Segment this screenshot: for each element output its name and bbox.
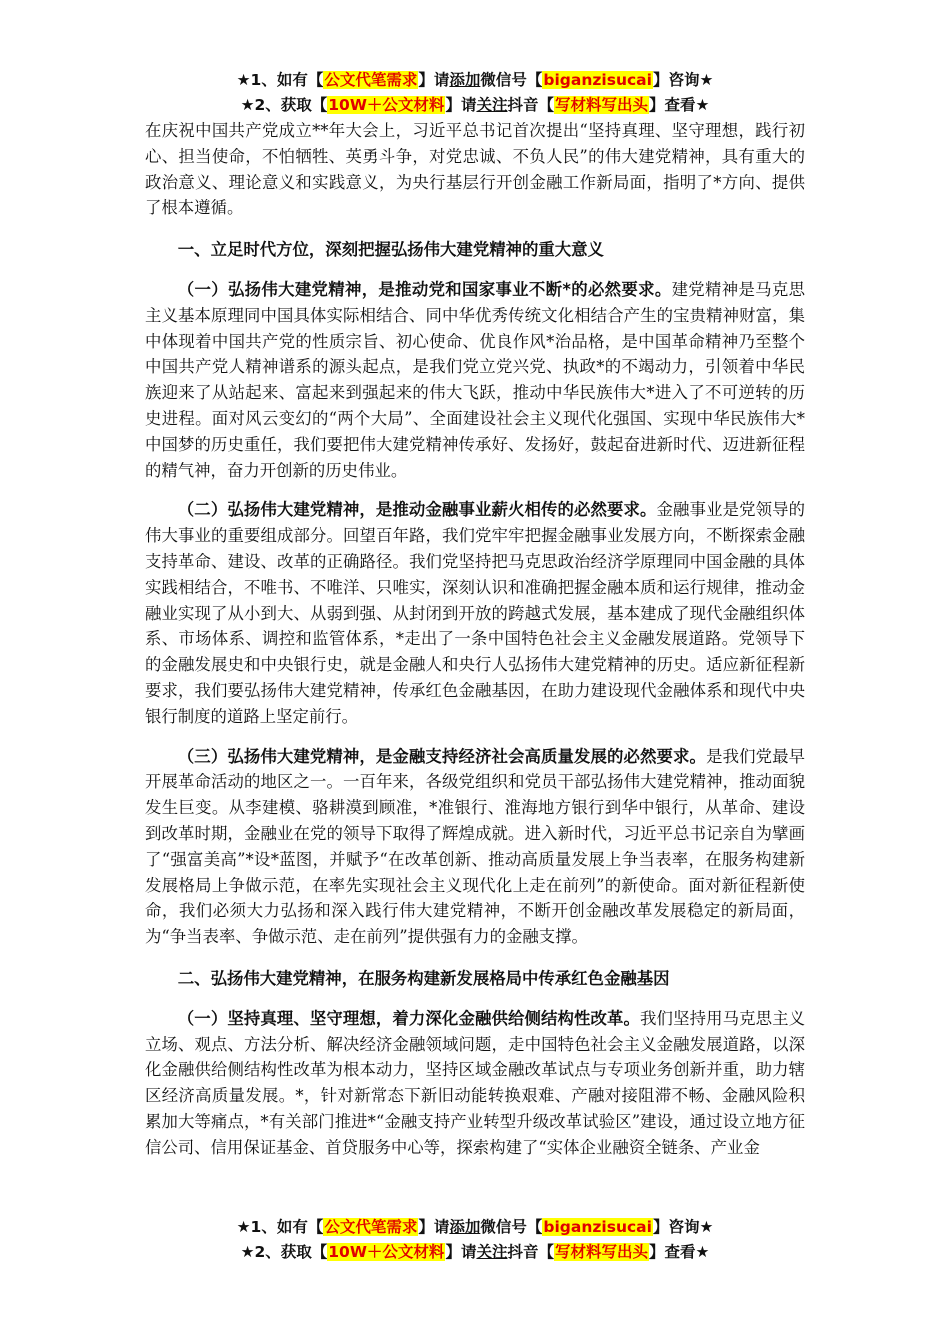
paragraph-lead: （一）弘扬伟大建党精神，是推动党和国家事业不断*的必然要求。: [177, 279, 672, 299]
document-page: [145, 68, 805, 1160]
paragraph-1-3: [145, 744, 805, 950]
paragraph-text: 金融事业是党领导的伟大事业的重要组成部分。回望百年路，我们党牢牢把握金融事业发展方向，不断探索金融支持革命、建设、改革的正确路径。我们党坚持把马克思政治经济学原理同中国金融的具体实践相结合，不唯书、不唯洋、只唯实，深刻认识和准确把握金融本质和运行规律，推动金融业实现了从小到大、从弱到强、从封闭到开放的跨越式发展，基本建成了现代金融组织体系、市场体系、调控和监管体系，*走出了一条中国特色社会主义金融发展道路。党领导下的金融发展史和中央银行史，就是金融人和央行人弘扬伟大建党精神的历史。适应新征程新要求，我们要弘扬伟大建党精神，传承红色金融基因，在助力建设现代金融体系和现代中央银行制度的道路上坚定前行。: [145, 500, 806, 726]
highlight-service: 公文代笔需求: [324, 71, 418, 89]
paragraph-lead: （一）坚持真理、坚守理想，着力深化金融供给侧结构性改革。: [177, 1008, 641, 1028]
promo-underline: 添加: [449, 1218, 481, 1236]
promo-text: 】查看★: [649, 1243, 710, 1261]
paragraph-lead: （二）弘扬伟大建党精神，是推动金融事业薪火相传的必然要求。: [177, 500, 657, 520]
highlight-douyin-id: 写材料写出头: [554, 1243, 648, 1261]
highlight-materials: 10W＋公文材料: [328, 96, 445, 114]
promo-text: ★2、获取【: [240, 96, 328, 114]
promo-text: 】咨询★: [652, 71, 714, 89]
paragraph-1-2: [145, 497, 805, 729]
highlight-douyin-id: 写材料写出头: [554, 96, 648, 114]
promo-text: 】请: [418, 1218, 450, 1236]
promo-text: ★1、如有【: [236, 1218, 324, 1236]
promo-line-1: [145, 68, 805, 93]
paragraph-1-1: [145, 277, 805, 483]
intro-paragraph: 在庆祝中国共产党成立**年大会上，习近平总书记首次提出“坚持真理、坚守理想，践行初心、担当使命，不怕牺牲、英勇斗争，对党忠诚、不负人民”的伟大建党精神，具有重大的政治意义、理论意义和实践意义，为央行基层行开创金融工作新局面，指明了*方向、提供了根本遵循。: [145, 121, 805, 218]
paragraph-text: 建党精神是马克思主义基本原理同中国具体实际相结合、同中华优秀传统文化相结合产生的宝贵精神财富，集中体现着中国共产党的性质宗旨、初心使命、优良作风*治品格，是中国革命精神乃至整个中国共产党人精神谱系的源头起点，是我们党立党兴党、执政*的不竭动力，引领着中华民族迎来了从站起来、富起来到强起来的伟大飞跃，推动中华民族伟大*进入了不可逆转的历史进程。面对风云变幻的“两个大局”、全面建设社会主义现代化强国、实现中华民族伟大*中国梦的历史重任，我们要把伟大建党精神传承好、发扬好，鼓起奋进新时代、迈进新征程的精气神，奋力开创新的历史伟业。: [145, 279, 806, 480]
promo-underline: 添加: [449, 71, 481, 89]
highlight-wechat-id: biganzisucai: [543, 1218, 652, 1236]
promo-text: ★1、如有【: [236, 71, 324, 89]
promo-text: 微信号【: [480, 71, 543, 89]
promo-underline: 关注: [476, 1243, 508, 1261]
promo-text: 抖音【: [507, 96, 554, 114]
promo-underline: 关注: [476, 96, 508, 114]
highlight-wechat-id: biganzisucai: [543, 71, 652, 89]
promo-text: 抖音【: [507, 1243, 554, 1261]
highlight-service: 公文代笔需求: [324, 1218, 418, 1236]
promo-banner-bottom: [145, 1215, 805, 1265]
promo-line-2: [145, 93, 805, 118]
promo-text: 】请: [418, 71, 450, 89]
section-heading-1: 一、立足时代方位，深刻把握弘扬伟大建党精神的重大意义: [177, 240, 604, 260]
promo-text: 微信号【: [480, 1218, 543, 1236]
promo-text: 】请: [445, 1243, 477, 1261]
paragraph-lead: （三）弘扬伟大建党精神，是金融支持经济社会高质量发展的必然要求。: [177, 746, 707, 766]
promo-text: 】咨询★: [652, 1218, 714, 1236]
promo-text: 】查看★: [649, 96, 710, 114]
article-body: [145, 118, 805, 1160]
paragraph-text: 我们坚持用马克思主义立场、观点、方法分析、解决经济金融领域问题，走中国特色社会主义金融发展道路，以深化金融供给侧结构性改革为根本动力，坚持区域金融改革试点与专项业务创新并重，助力辖区经济高质量发展。*，针对新常态下新旧动能转换艰难、产融对接阻滞不畅、金融风险积累加大等痛点，*有关部门推进*“金融支持产业转型升级改革试验区”建设，通过设立地方征信公司、信用保证基金、首贷服务中心等，探索构建了“实体企业融资全链条、产业金: [145, 1008, 806, 1157]
paragraph-2-1: [145, 1006, 805, 1161]
promo-banner-top: [145, 68, 805, 118]
highlight-materials: 10W＋公文材料: [328, 1243, 445, 1261]
promo-text: 】请: [445, 96, 477, 114]
promo-line-2: [145, 1240, 805, 1265]
section-heading-2: 二、弘扬伟大建党精神，在服务构建新发展格局中传承红色金融基因: [177, 968, 670, 988]
promo-line-1: [145, 1215, 805, 1240]
promo-text: ★2、获取【: [240, 1243, 328, 1261]
paragraph-text: 是我们党最早开展革命活动的地区之一。一百年来，各级党组织和党员干部弘扬伟大建党精神，推动面貌发生巨变。从李建模、骆耕漠到顾准，*准银行、淮海地方银行到华中银行，从革命、建设到改革时期，金融业在党的领导下取得了辉煌成就。进入新时代，习近平总书记亲自为擘画了“强富美高”*设*蓝图，并赋予“在改革创新、推动高质量发展上争当表率，在服务构建新发展格局上争做示范，在率先实现社会主义现代化上走在前列”的新使命。面对新征程新使命，我们必须大力弘扬和深入践行伟大建党精神，不断开创金融改革发展稳定的新局面，为“争当表率、争做示范、走在前列”提供强有力的金融支撑。: [145, 746, 806, 947]
